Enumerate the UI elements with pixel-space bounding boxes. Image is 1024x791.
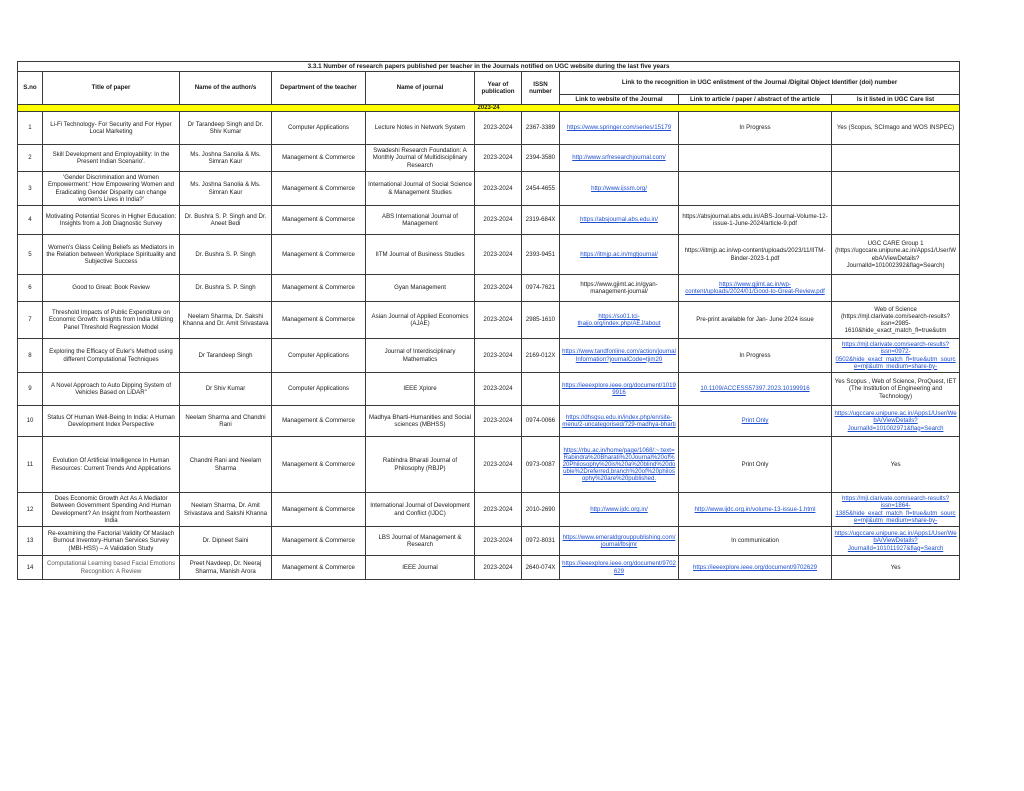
table-row — [18, 235, 960, 275]
cell-journal: Madhya Bharti-Humanities and Social sciences (MBHSS) — [366, 406, 475, 437]
cell-authors: Ms. Joshna Sanolia & Ms. Simran Kaur — [180, 145, 272, 172]
cell-sno: 5 — [18, 235, 43, 275]
ugc-link[interactable]: https://mjl.clarivate.com/search-results?issn=0972-0502&hide_exact_match_fl=true&utm_source=mjl&utm_medium=share-by- — [835, 341, 956, 370]
cell-website — [560, 206, 679, 235]
cell-website — [560, 145, 679, 172]
cell-article — [679, 172, 832, 206]
cell-journal: ABS International Journal of Management — [366, 206, 475, 235]
cell-authors: Dr. Bushra S. P. Singh — [180, 235, 272, 275]
cell-title: Threshold Impacts of Public Expenditure on Economic Growth: Insights from India Utilizing Panel Threshold Regression Model — [43, 302, 180, 339]
cell-authors: Dr Tarandeep Singh — [180, 339, 272, 373]
cell-department: Management & Commerce — [272, 206, 366, 235]
website-link[interactable]: https://www.tandfonline.com/action/journalInformation?journalCode=tjim20 — [562, 348, 676, 363]
cell-journal: Swadeshi Research Foundation: A Monthly Journal of Multidisciplinary Research — [366, 145, 475, 172]
table-title-row — [18, 62, 960, 72]
cell-sno: 10 — [18, 406, 43, 437]
cell-year: 2023-2024 — [475, 437, 522, 493]
cell-department: Management & Commerce — [272, 437, 366, 493]
cell-authors: Dr. Dipneet Saini — [180, 527, 272, 556]
table-row — [18, 406, 960, 437]
table-row — [18, 556, 960, 580]
cell-title: Status Of Human Well-Being In India: A Human Development Index Perspective — [43, 406, 180, 437]
cell-title: Does Economic Growth Act As A Mediator Between Government Spending And Human Development? An Insight from Northeastern India — [43, 493, 180, 527]
cell-journal: Rabindra Bharati Journal of Philosophy (RBJP) — [366, 437, 475, 493]
article-link[interactable]: https://www.gjimt.ac.in/wp-content/uploads/2024/01/Good-to-Great-Review.pdf — [685, 280, 825, 295]
cell-article: Print Only — [679, 437, 832, 493]
cell-website — [560, 373, 679, 406]
cell-sno: 6 — [18, 275, 43, 302]
cell-issn: 2367-3389 — [522, 112, 560, 145]
cell-ugc: Yes — [832, 556, 960, 580]
cell-authors: Dr Tarandeep Singh and Dr. Shiv Kumar — [180, 112, 272, 145]
cell-ugc — [832, 275, 960, 302]
year-group-label: 2023-24 — [18, 105, 960, 112]
cell-website: https://www.gjimt.ac.in/gyan-management-journal/ — [560, 275, 679, 302]
table-row — [18, 527, 960, 556]
header-department: Department of the teacher — [272, 72, 366, 105]
cell-sno: 2 — [18, 145, 43, 172]
website-link[interactable]: https://ieeexplore.ieee.org/document/9702629 — [562, 560, 676, 575]
research-papers-table — [17, 61, 960, 580]
cell-department: Management & Commerce — [272, 556, 366, 580]
cell-article: Pre-print available for Jan- June 2024 issue — [679, 302, 832, 339]
cell-issn — [522, 373, 560, 406]
table-row — [18, 437, 960, 493]
article-link[interactable]: https://ieeexplore.ieee.org/document/9702629 — [693, 563, 817, 571]
table-title: 3.3.1 Number of research papers published per teacher in the Journals notified on UGC website during the last five years — [18, 62, 960, 72]
cell-website — [560, 493, 679, 527]
cell-title: Evolution Of Artificial Intelligence In Human Resources: Current Trends And Applications — [43, 437, 180, 493]
cell-sno: 11 — [18, 437, 43, 493]
cell-article — [679, 493, 832, 527]
cell-journal: International Journal of Social Science & Management Studies — [366, 172, 475, 206]
cell-authors: Neelam Sharma and Chandni Rani — [180, 406, 272, 437]
cell-article: https://absjournal.abs.edu.in/ABS-Journal-Volume-12-issue-1-June-2024/article-9.pdf — [679, 206, 832, 235]
website-link[interactable]: https://ieeexplore.ieee.org/document/10199916 — [562, 381, 676, 396]
website-link[interactable]: https://www.springer.com/series/15179 — [566, 124, 672, 132]
cell-ugc: UGC CARE Group 1 (https://ugccare.unipune.ac.in/Apps1/User/WebA/ViewDetails?JournalId=101002392&flag=Search) — [832, 235, 960, 275]
cell-title: Li-Fi Technology- For Security and For Hyper Local Marketing — [43, 112, 180, 145]
cell-department: Computer Applications — [272, 112, 366, 145]
cell-ugc — [832, 493, 960, 527]
cell-journal: International Journal of Development and Conflict (IJDC) — [366, 493, 475, 527]
cell-ugc — [832, 145, 960, 172]
cell-issn: 2640-074X — [522, 556, 560, 580]
cell-ugc: Web of Science (https://mjl.clarivate.com/search-results?issn=2985-1610&hide_exact_match_fl=true&utm — [832, 302, 960, 339]
cell-website — [560, 437, 679, 493]
cell-year: 2023-2024 — [475, 172, 522, 206]
cell-year: 2023-2024 — [475, 145, 522, 172]
cell-article: In Progress — [679, 339, 832, 373]
table-row — [18, 112, 960, 145]
header-ugc: Is it listed in UGC Care list — [832, 95, 960, 105]
cell-title: Good to Great: Book Review — [43, 275, 180, 302]
website-link[interactable]: https://dhsgsu.edu.in/index.php/en/site-menu/2-uncategorised/729-madhya-bharti — [562, 413, 676, 428]
cell-ugc: Yes Scopus , Web of Science, ProQuest, IET (The Institution of Engineering and Technology) — [832, 373, 960, 406]
cell-website — [560, 527, 679, 556]
cell-issn: 2319-684X — [522, 206, 560, 235]
header-recognition: Link to the recognition in UGC enlistment of the Journal /Digital Object Identifier (doi) number — [560, 72, 960, 95]
cell-sno: 3 — [18, 172, 43, 206]
table-row — [18, 275, 960, 302]
cell-journal: Journal of Interdisciplinary Mathematics — [366, 339, 475, 373]
header-authors: Name of the author/s — [180, 72, 272, 105]
cell-department: Management & Commerce — [272, 145, 366, 172]
cell-authors: Neelam Sharma, Dr. Sakshi Khanna and Dr. Amit Srivastava — [180, 302, 272, 339]
cell-year: 2023-2024 — [475, 275, 522, 302]
cell-journal: LBS Journal of Management & Research — [366, 527, 475, 556]
cell-article: In Progress — [679, 112, 832, 145]
cell-issn: 2169-012X — [522, 339, 560, 373]
cell-website — [560, 302, 679, 339]
table-row — [18, 172, 960, 206]
cell-article — [679, 373, 832, 406]
cell-title: Exploring the Efficacy of Euler's Method using different Computational Techniques — [43, 339, 180, 373]
cell-journal: Gyan Management — [366, 275, 475, 302]
cell-year: 2023-2024 — [475, 406, 522, 437]
cell-sno: 9 — [18, 373, 43, 406]
cell-issn: 0974-0066 — [522, 406, 560, 437]
website-link[interactable]: https://itmjp.ac.in/mgtjournal/ — [580, 250, 658, 258]
cell-ugc — [832, 406, 960, 437]
header-row — [18, 72, 960, 95]
cell-year: 2023-2024 — [475, 112, 522, 145]
cell-sno: 12 — [18, 493, 43, 527]
cell-department: Computer Applications — [272, 373, 366, 406]
cell-department: Computer Applications — [272, 339, 366, 373]
cell-issn: 2393-9451 — [522, 235, 560, 275]
ugc-link[interactable]: https://mjl.clarivate.com/search-results?issn=1864-1385&hide_exact_match_fl=true&utm_source=mjl&utm_medium=share-by- — [835, 495, 956, 524]
website-link[interactable]: https://so01.tci-thaijo.org/index.php/AEJ/about — [577, 312, 661, 327]
cell-article: https://iitmjp.ac.in/wp-content/uploads/2023/11/IITM-Binder-2023-1.pdf — [679, 235, 832, 275]
cell-website — [560, 406, 679, 437]
table-row — [18, 373, 960, 406]
cell-article — [679, 275, 832, 302]
website-link[interactable]: https://rbu.ac.in/home/page/1068/:~:text=Rabindra%20Bharati%20Journal%20of%20Philosophy%20is%20a%20blind%20double%2Dreferred,branch%20of%20philosophy%20are%20published. — [562, 446, 676, 483]
cell-issn: 2985-1610 — [522, 302, 560, 339]
website-link[interactable]: http://www.ijssm.org/ — [591, 184, 647, 192]
cell-department: Management & Commerce — [272, 302, 366, 339]
cell-sno: 14 — [18, 556, 43, 580]
year-group-row — [18, 105, 960, 112]
cell-authors: Dr. Bushra S. P. Singh and Dr. Aneet Bedi — [180, 206, 272, 235]
cell-authors: Dr Shiv Kumar — [180, 373, 272, 406]
cell-sno: 7 — [18, 302, 43, 339]
cell-year: 2023-2024 — [475, 556, 522, 580]
cell-title: Computational Learning based Facial Emotions Recognition: A Review — [43, 556, 180, 580]
header-website: Link to website of the Journal — [560, 95, 679, 105]
cell-year: 2023-2024 — [475, 235, 522, 275]
cell-title: Re-examining the Factorial Validity Of Maslach Burnout Inventory-Human Services Survey (MBI-HSS) – A Validation Study — [43, 527, 180, 556]
cell-title: Women's Glass Ceiling Beliefs as Mediators in the Relation between Workplace Spirituality and Subjective Success — [43, 235, 180, 275]
table-row — [18, 145, 960, 172]
cell-department: Management & Commerce — [272, 406, 366, 437]
cell-department: Management & Commerce — [272, 275, 366, 302]
cell-year: 2023-2024 — [475, 373, 522, 406]
cell-website — [560, 235, 679, 275]
cell-website — [560, 339, 679, 373]
header-journal: Name of journal — [366, 72, 475, 105]
website-link[interactable]: https://absjournal.abs.edu.in/ — [580, 216, 658, 224]
cell-sno: 8 — [18, 339, 43, 373]
header-issn: ISSN number — [522, 72, 560, 105]
cell-journal: Asian Journal of Applied Economics (AJAE) — [366, 302, 475, 339]
cell-title: A Novel Approach to Auto Dipping System of Vehicles Based on LiDAR" — [43, 373, 180, 406]
cell-authors: Chandni Rani and Neelam Sharma — [180, 437, 272, 493]
cell-year: 2023-2024 — [475, 527, 522, 556]
cell-year: 2023-2024 — [475, 302, 522, 339]
cell-title: Skill Development and Employability: In the Present Indian Scenario'. — [43, 145, 180, 172]
article-link[interactable]: 10.1109/ACCESS57397.2023.10199916 — [700, 385, 810, 393]
table-row — [18, 206, 960, 235]
cell-journal: IITM Journal of Business Studies — [366, 235, 475, 275]
cell-department: Management & Commerce — [272, 493, 366, 527]
cell-ugc — [832, 339, 960, 373]
cell-sno: 1 — [18, 112, 43, 145]
cell-year: 2023-2024 — [475, 493, 522, 527]
cell-authors: Dr. Bushra S. P. Singh — [180, 275, 272, 302]
cell-issn: 0974-7621 — [522, 275, 560, 302]
cell-ugc: Yes (Scopus, SCImago and WOS INSPEC) — [832, 112, 960, 145]
cell-article: In communication — [679, 527, 832, 556]
cell-issn: 2010-2690 — [522, 493, 560, 527]
website-link[interactable]: http://www.ijdc.org.in/ — [590, 505, 648, 513]
cell-ugc: Yes — [832, 437, 960, 493]
table-row — [18, 302, 960, 339]
cell-ugc — [832, 172, 960, 206]
cell-department: Management & Commerce — [272, 527, 366, 556]
header-year: Year of publication — [475, 72, 522, 105]
header-sno: S.no — [18, 72, 43, 105]
cell-sno: 4 — [18, 206, 43, 235]
cell-website — [560, 172, 679, 206]
cell-website — [560, 112, 679, 145]
ugc-link[interactable]: https://ugccare.unipune.ac.in/Apps1/User/WebA/ViewDetails?JournalId=101011927&flag=Search — [834, 530, 957, 552]
cell-department: Management & Commerce — [272, 172, 366, 206]
cell-sno: 13 — [18, 527, 43, 556]
cell-website — [560, 556, 679, 580]
cell-issn: 0972-8031 — [522, 527, 560, 556]
cell-issn: 0973-0087 — [522, 437, 560, 493]
article-link[interactable]: Print Only — [741, 417, 769, 425]
table-row — [18, 493, 960, 527]
cell-ugc — [832, 527, 960, 556]
header-article: Link to article / paper / abstract of the article — [679, 95, 832, 105]
cell-issn: 2394-3580 — [522, 145, 560, 172]
cell-article — [679, 406, 832, 437]
cell-year: 2023-2024 — [475, 206, 522, 235]
article-link[interactable]: http://www.ijdc.org.in/volume-13-issue-1.html — [694, 505, 816, 513]
website-link[interactable]: http://www.srfresearchjournal.com/ — [572, 154, 666, 162]
ugc-link[interactable]: https://ugccare.unipune.ac.in/Apps1/User/WebA/ViewDetails?JournalId=101002971&flag=Search — [834, 410, 957, 432]
cell-article — [679, 145, 832, 172]
cell-article — [679, 556, 832, 580]
cell-journal: Lecture Notes in Network System — [366, 112, 475, 145]
cell-journal: IEEE Xplore — [366, 373, 475, 406]
header-title: Title of paper — [43, 72, 180, 105]
table-row — [18, 339, 960, 373]
cell-issn: 2454-4655 — [522, 172, 560, 206]
cell-journal: IEEE Journal — [366, 556, 475, 580]
cell-authors: Ms. Joshna Sanolia & Ms. Simran Kaur — [180, 172, 272, 206]
cell-department: Management & Commerce — [272, 235, 366, 275]
cell-title: 'Gender Discrimination and Women Empowerment:' How Empowering Women and Eradicating Gender Disparity can change women's Lives in India?' — [43, 172, 180, 206]
website-link[interactable]: https://www.emeraldgrouppublishing.com/journal/lbsjmr — [562, 533, 676, 548]
cell-title: Motivating Potential Scores in Higher Education: Insights from a Job Diagnostic Survey — [43, 206, 180, 235]
cell-authors: Preet Navdeep, Dr. Neeraj Sharma, Manish Arora — [180, 556, 272, 580]
cell-ugc — [832, 206, 960, 235]
cell-year: 2023-2024 — [475, 339, 522, 373]
cell-authors: Neelam Sharma, Dr. Amit Srivastava and Sakshi Khanna — [180, 493, 272, 527]
